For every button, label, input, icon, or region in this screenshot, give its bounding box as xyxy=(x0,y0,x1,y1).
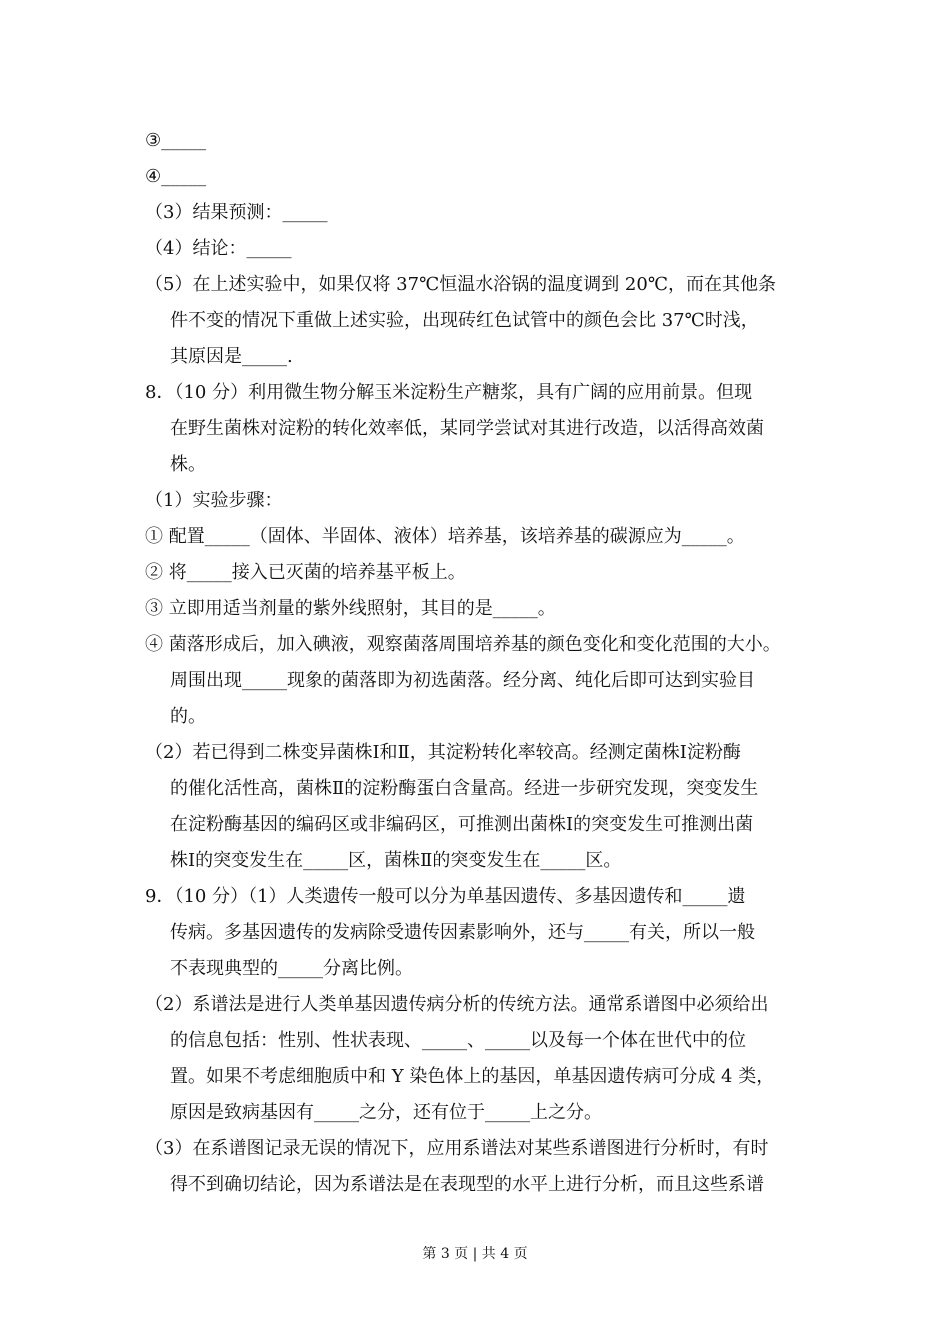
text-line-6: 件不变的情况下重做上述实验，出现砖红色试管中的颜色会比 37℃时浅， xyxy=(170,310,759,331)
question-8-step-4: ④ 菌落形成后，加入碘液，观察菌落周围培养基的颜色变化和变化范围的大小。 xyxy=(145,634,781,655)
question-8-step-2: ② 将_____接入已灭菌的培养基平板上。 xyxy=(145,562,466,583)
text-line-4: （4）结论：_____ xyxy=(145,238,292,259)
question-9-line-3: 不表现典型的_____分离比例。 xyxy=(170,958,413,979)
question-9-part-2-line-2: 的信息包括：性别、性状表现、_____、_____以及每一个体在世代中的位 xyxy=(170,1030,746,1051)
question-9-part-3-line-1: （3）在系谱图记录无误的情况下，应用系谱法对某些系谱图进行分析时，有时 xyxy=(145,1138,769,1159)
question-8-step-4-cont-2: 的。 xyxy=(170,706,206,727)
question-9-part-2-line-1: （2）系谱法是进行人类单基因遗传病分析的传统方法。通常系谱图中必须给出 xyxy=(145,994,769,1015)
question-9-line-2: 传病。多基因遗传的发病除受遗传因素影响外，还与_____有关，所以一般 xyxy=(170,922,755,943)
question-8-line-3: 株。 xyxy=(170,454,206,475)
question-8-step-4-cont-1: 周围出现_____现象的菌落即为初选菌落。经分离、纯化后即可达到实验目 xyxy=(170,670,755,691)
question-8-part-1: （1）实验步骤： xyxy=(145,490,283,511)
text-line-5: （5）在上述实验中，如果仅将 37℃恒温水浴锅的温度调到 20℃，而在其他条 xyxy=(145,274,776,295)
question-8-step-1: ① 配置_____（固体、半固体、液体）培养基，该培养基的碳源应为_____。 xyxy=(145,526,745,547)
question-9-part-2-line-4: 原因是致病基因有_____之分，还有位于_____上之分。 xyxy=(170,1102,602,1123)
question-8-part-2-line-1: （2）若已得到二株变异菌株Ⅰ和Ⅱ，其淀粉转化率较高。经测定菌株Ⅰ淀粉酶 xyxy=(145,742,741,763)
question-8-part-2-line-4: 株Ⅰ的突变发生在_____区，菌株Ⅱ的突变发生在_____区。 xyxy=(170,850,622,871)
text-line-1: ③_____ xyxy=(145,130,207,151)
question-8-part-2-line-3: 在淀粉酶基因的编码区或非编码区，可推测出菌株Ⅰ的突变发生可推测出菌 xyxy=(170,814,754,835)
text-line-2: ④_____ xyxy=(145,166,207,187)
text-line-3: （3）结果预测：_____ xyxy=(145,202,328,223)
question-9-line-1: 9．（10 分）（1）人类遗传一般可以分为单基因遗传、多基因遗传和_____遗 xyxy=(145,886,746,907)
question-8-line-1: 8．（10 分）利用微生物分解玉米淀粉生产糖浆，具有广阔的应用前景。但现 xyxy=(145,382,753,403)
question-9-part-3-line-2: 得不到确切结论，因为系谱法是在表现型的水平上进行分析，而且这些系谱 xyxy=(170,1174,764,1195)
page-footer: 第 3 页 | 共 4 页 xyxy=(422,1246,528,1262)
question-9-part-2-line-3: 置。如果不考虑细胞质中和 Y 染色体上的基因，单基因遗传病可分成 4 类， xyxy=(170,1066,775,1087)
text-line-7: 其原因是_____. xyxy=(170,346,293,367)
question-8-part-2-line-2: 的催化活性高，菌株Ⅱ的淀粉酶蛋白含量高。经进一步研究发现，突变发生 xyxy=(170,778,759,799)
question-8-line-2: 在野生菌株对淀粉的转化效率低，某同学尝试对其进行改造，以活得高效菌 xyxy=(170,418,764,439)
question-8-step-3: ③ 立即用适当剂量的紫外线照射，其目的是_____。 xyxy=(145,598,556,619)
